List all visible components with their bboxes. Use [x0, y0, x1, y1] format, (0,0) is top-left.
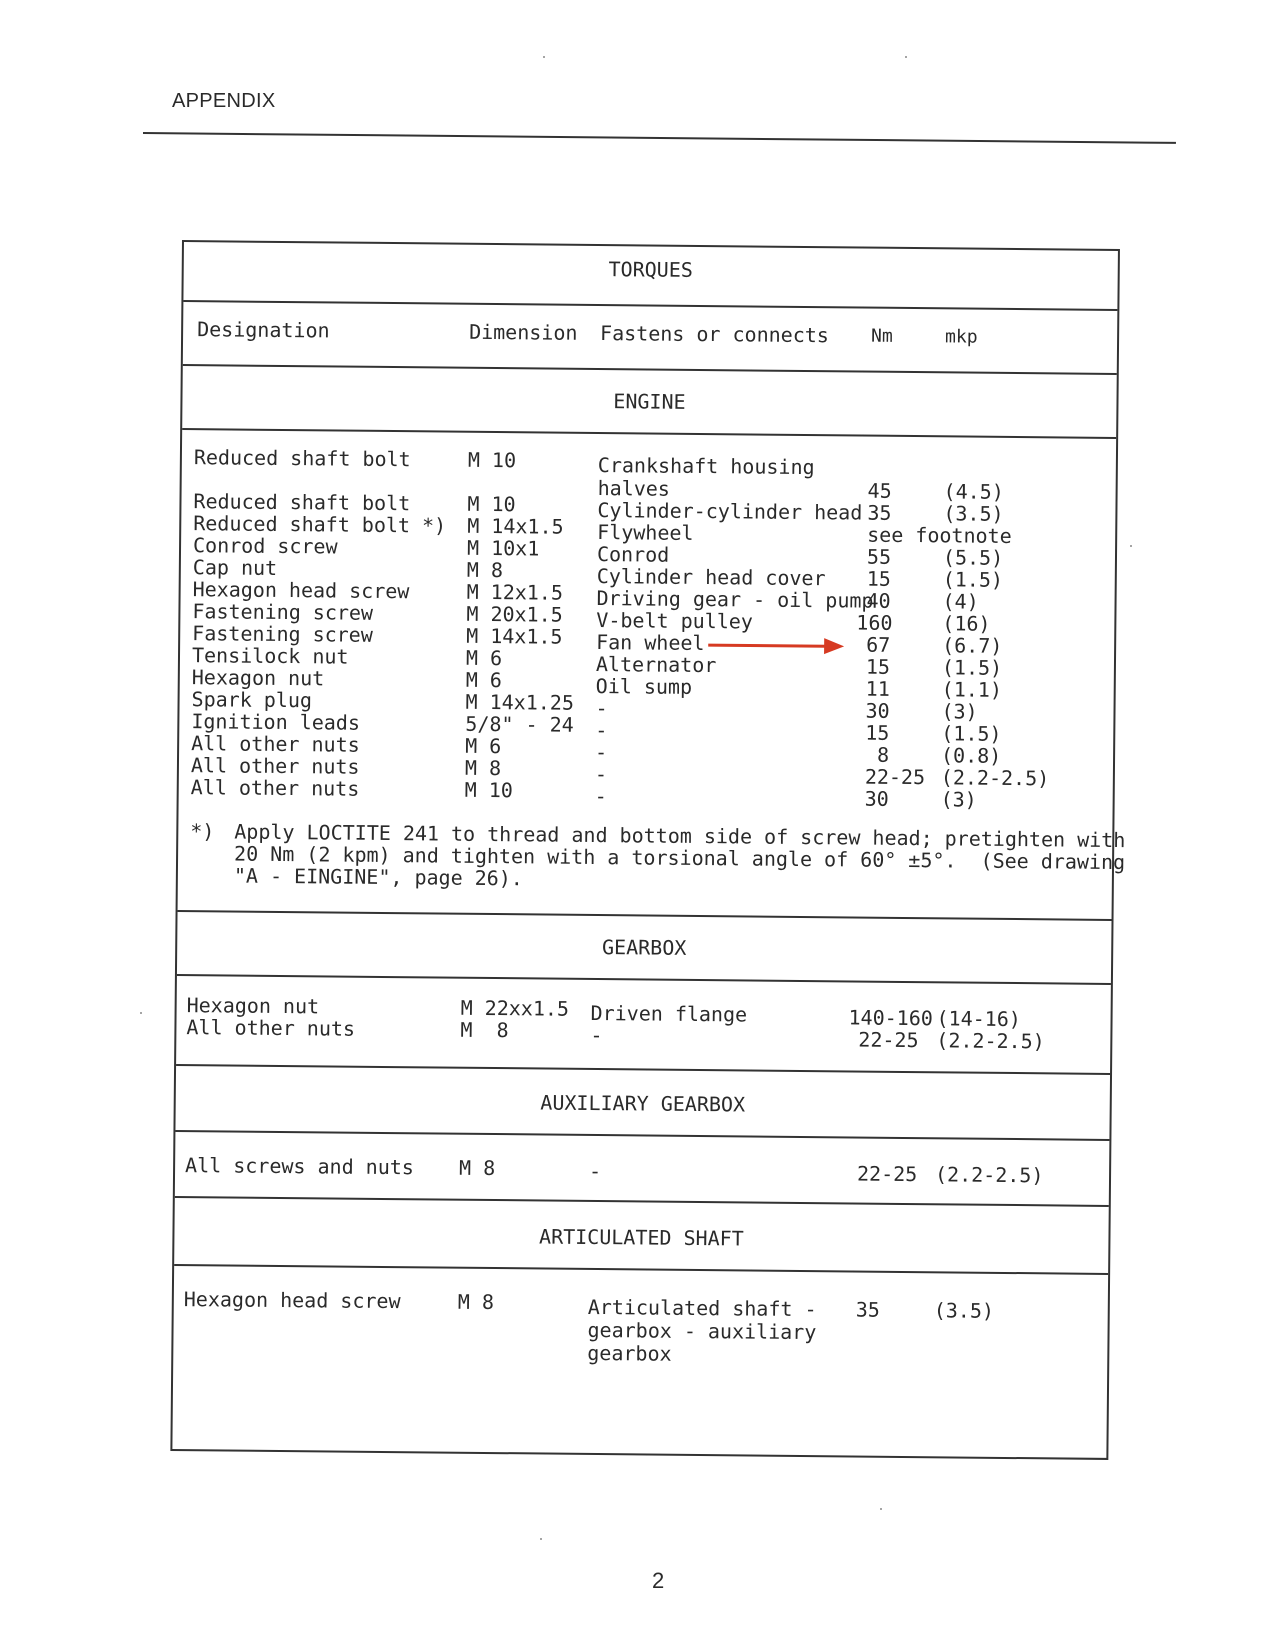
engine-row-6-designation: Fastening screw — [192, 599, 374, 625]
shaft-row-0-nm: 35 — [855, 1297, 880, 1322]
engine-row-6-mkp: (16) — [942, 611, 991, 636]
scan-speck — [140, 1012, 142, 1014]
engine-row-14-fastens: - — [594, 783, 607, 809]
divider — [175, 1196, 1109, 1207]
engine-row-0-fastens: Crankshaft housing halves — [597, 453, 815, 501]
divider — [183, 364, 1117, 375]
engine-row-12-mkp: (0.8) — [940, 743, 1002, 768]
engine-row-5-mkp: (4) — [942, 589, 979, 614]
engine-row-4-fastens: Cylinder head cover — [596, 563, 826, 591]
col-header-fastens: Fastens or connects — [600, 321, 830, 348]
section-heading-gearbox: GEARBOX — [601, 935, 687, 960]
scan-speck — [880, 1508, 882, 1510]
engine-row-14-dimension: M 10 — [464, 777, 514, 803]
divider — [182, 428, 1116, 439]
torque-table — [170, 240, 1126, 1460]
scan-speck — [540, 1538, 542, 1540]
col-header-dimension: Dimension — [469, 319, 578, 345]
engine-row-2-dimension: M 14x1.5 — [467, 513, 564, 539]
engine-row-12-designation: All other nuts — [191, 731, 360, 757]
aux-row-0-designation: All screws and nuts — [185, 1153, 415, 1180]
section-heading-auxiliary-gearbox: AUXILIARY GEARBOX — [540, 1090, 746, 1117]
col-header-mkp: mkp — [945, 326, 978, 348]
gearbox-row-1-fastens: - — [590, 1022, 603, 1048]
divider — [174, 1264, 1108, 1275]
engine-row-12-fastens: - — [594, 739, 608, 765]
gearbox-row-0-designation: Hexagon nut — [186, 993, 320, 1019]
engine-row-7-mkp: (6.7) — [942, 633, 1003, 658]
engine-row-0-mkp: (4.5) — [943, 479, 1004, 504]
engine-row-1-dimension: M 10 — [467, 491, 516, 517]
engine-row-9-dimension: M 6 — [465, 667, 503, 693]
engine-row-8-fastens: Alternator — [595, 651, 717, 678]
engine-row-8-mkp: (1.5) — [941, 655, 1003, 680]
red-arrow-icon — [708, 635, 848, 656]
engine-row-11-dimension: 5/8" - 24 — [465, 711, 574, 737]
engine-row-5-designation: Hexagon head screw — [192, 577, 410, 604]
scan-speck — [905, 56, 907, 58]
engine-row-5-fastens: Driving gear - oil pump — [596, 585, 874, 613]
engine-row-5-nm: 40 — [866, 588, 891, 613]
aux-row-0-fastens: - — [588, 1158, 602, 1184]
divider — [177, 974, 1111, 985]
engine-row-0-nm: 45 — [867, 478, 892, 503]
shaft-row-0-designation: Hexagon head screw — [183, 1287, 401, 1314]
engine-row-8-designation: Tensilock nut — [191, 643, 349, 669]
engine-row-9-fastens: Oil sump — [595, 673, 693, 699]
divider — [175, 1130, 1109, 1141]
section-heading-engine: ENGINE — [613, 389, 686, 414]
engine-row-2-designation: Reduced shaft bolt *) — [193, 511, 447, 538]
engine-row-4-designation: Cap nut — [192, 555, 278, 580]
gearbox-row-0-nm: 140-160 — [848, 1005, 933, 1031]
engine-row-3-fastens: Conrod — [596, 541, 670, 567]
gearbox-row-0-fastens: Driven flange — [590, 1000, 748, 1027]
divider — [183, 300, 1117, 311]
engine-row-10-designation: Spark plug — [191, 687, 313, 713]
gearbox-row-1-mkp: (2.2-2.5) — [936, 1028, 1045, 1054]
engine-row-14-nm: 30 — [864, 786, 889, 811]
engine-row-7-nm: 67 — [866, 632, 891, 657]
engine-row-10-mkp: (3) — [941, 699, 978, 724]
aux-row-0-nm: 22-25 — [856, 1161, 918, 1187]
gearbox-row-0-dimension: M 22xx1.5 — [460, 995, 570, 1021]
footnote-marker: *) — [190, 819, 215, 844]
engine-row-3-nm: 55 — [866, 544, 892, 569]
engine-row-13-dimension: M 8 — [464, 755, 502, 781]
engine-row-6-dimension: M 20x1.5 — [466, 601, 563, 627]
engine-row-10-fastens: - — [595, 695, 608, 721]
engine-row-7-designation: Fastening screw — [192, 621, 373, 647]
col-header-designation: Designation — [197, 317, 330, 343]
engine-row-11-nm: 15 — [865, 720, 890, 745]
aux-row-0-mkp: (2.2-2.5) — [934, 1162, 1044, 1188]
engine-row-4-mkp: (1.5) — [942, 567, 1004, 592]
engine-row-8-dimension: M 6 — [465, 645, 503, 671]
engine-row-9-nm: 11 — [865, 676, 890, 701]
engine-row-11-mkp: (1.5) — [941, 721, 1002, 746]
engine-row-5-dimension: M 12x1.5 — [466, 579, 564, 605]
engine-row-13-designation: All other nuts — [190, 753, 360, 779]
gearbox-row-1-dimension: M 8 — [460, 1017, 509, 1043]
engine-row-11-designation: Ignition leads — [191, 709, 361, 735]
gearbox-row-1-nm: 22-25 — [858, 1027, 919, 1053]
engine-row-1-designation: Reduced shaft bolt — [193, 489, 411, 516]
scan-speck — [1130, 545, 1132, 547]
footnote-text: Apply LOCTITE 241 to thread and bottom side of screw head; pretighten with 20 Nm (2 kpm) and tighten with a torsional angle of 60° ±5°. (See drawing "A - EINGINE", page 26). — [233, 819, 1126, 891]
engine-row-13-nm: 22-25 — [864, 764, 926, 790]
engine-row-12-dimension: M 6 — [465, 733, 502, 759]
engine-row-6-nm: 160 — [856, 610, 893, 635]
engine-row-10-nm: 30 — [865, 698, 890, 723]
engine-row-3-dimension: M 10x1 — [466, 535, 540, 561]
divider — [176, 1064, 1110, 1075]
aux-row-0-dimension: M 8 — [458, 1155, 496, 1181]
engine-row-6-fastens: V-belt pulley — [596, 607, 754, 634]
shaft-row-0-fastens: Articulated shaft - gearbox - auxiliary gearbox — [587, 1294, 817, 1366]
col-header-nm: Nm — [871, 325, 893, 347]
engine-row-10-dimension: M 14x1.25 — [465, 689, 575, 715]
engine-row-8-nm: 15 — [865, 654, 891, 679]
header-rule — [143, 132, 1176, 144]
section-heading-articulated-shaft: ARTICULATED SHAFT — [538, 1224, 744, 1251]
engine-row-11-fastens: - — [595, 717, 608, 743]
engine-row-7-fastens: Fan wheel — [596, 629, 705, 656]
gearbox-row-1-designation: All other nuts — [186, 1015, 356, 1041]
engine-row-0-dimension: M 10 — [467, 447, 517, 473]
engine-row-0-designation: Reduced shaft bolt — [193, 445, 411, 472]
engine-row-13-fastens: - — [594, 761, 608, 787]
engine-row-14-mkp: (3) — [940, 787, 977, 812]
scan-speck — [543, 56, 545, 58]
engine-row-4-nm: 15 — [866, 566, 891, 591]
engine-row-14-designation: All other nuts — [190, 775, 360, 801]
engine-row-12-nm: 8 — [876, 742, 890, 767]
shaft-row-0-mkp: (3.5) — [933, 1298, 995, 1323]
engine-row-7-dimension: M 14x1.5 — [466, 623, 563, 649]
gearbox-row-0-mkp: (14-16) — [936, 1006, 1021, 1032]
page-number: 2 — [652, 1568, 665, 1593]
table-title: TORQUES — [608, 257, 693, 282]
engine-row-3-mkp: (5.5) — [942, 545, 1004, 570]
engine-row-3-designation: Conrod screw — [192, 533, 338, 559]
engine-row-2-nm: see footnote — [867, 522, 1012, 548]
engine-row-9-designation: Hexagon nut — [191, 665, 325, 691]
page-header: APPENDIX — [172, 90, 276, 112]
engine-row-2-fastens: Flywheel — [597, 519, 694, 545]
shaft-row-0-dimension: M 8 — [457, 1289, 495, 1315]
engine-row-1-fastens: Cylinder-cylinder head — [597, 498, 863, 525]
engine-row-1-mkp: (3.5) — [943, 501, 1004, 526]
engine-row-13-mkp: (2.2-2.5) — [940, 765, 1050, 791]
engine-row-9-mkp: (1.1) — [941, 677, 1003, 702]
engine-row-4-dimension: M 8 — [466, 557, 504, 583]
engine-row-1-nm: 35 — [867, 500, 892, 525]
divider — [178, 910, 1112, 921]
